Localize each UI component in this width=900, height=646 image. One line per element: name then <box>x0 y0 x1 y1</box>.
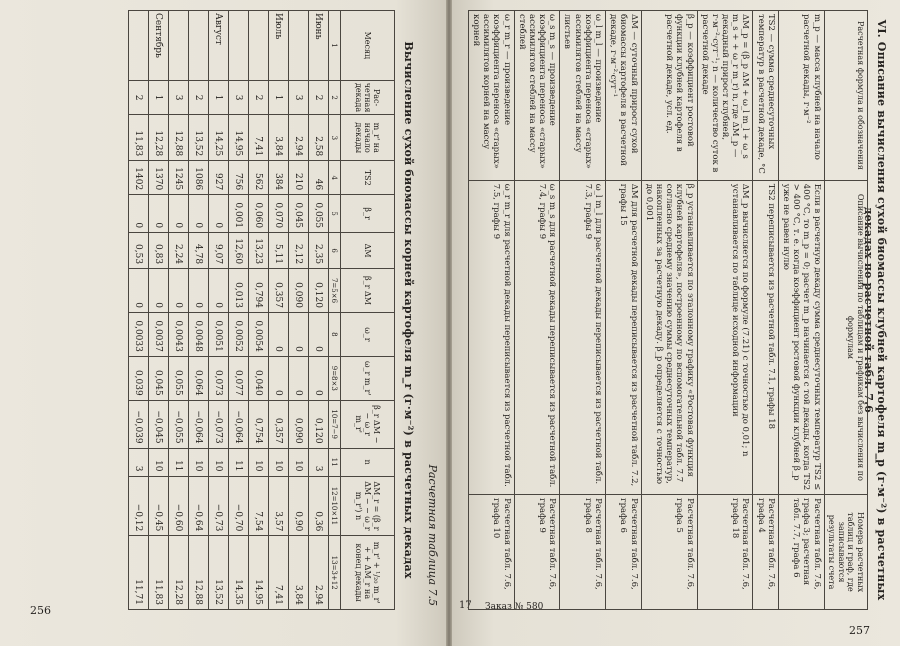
table-cell: 2 <box>189 80 209 115</box>
table-header-cell: ω_r m_r' <box>341 356 395 400</box>
table-cell: 0 <box>289 356 309 400</box>
table-cell: 3,57 <box>269 476 289 536</box>
table-cell: 0 <box>149 195 169 233</box>
table-cell: 2,24 <box>169 233 189 269</box>
table-cell: −0,12 <box>129 476 149 536</box>
table-cell: 46 <box>309 161 329 195</box>
table-cell: 14,25 <box>209 115 229 161</box>
table-cell: −0,039 <box>129 400 149 448</box>
table-cell <box>169 11 189 81</box>
table-cell: 927 <box>209 161 229 195</box>
table-cell: 11 <box>229 448 249 476</box>
column-number-cell: 13=3+12 <box>329 536 341 610</box>
table-cell: 12,88 <box>169 115 189 161</box>
table-cell: 0,0033 <box>129 312 149 356</box>
table-cell: 2,94 <box>289 115 309 161</box>
table-cell: 14,95 <box>229 115 249 161</box>
table-cell <box>249 11 269 81</box>
description-row <box>641 11 697 610</box>
table-cell: 2,58 <box>309 115 329 161</box>
table-row <box>249 11 269 610</box>
table-cell: 10 <box>149 448 169 476</box>
table-cell: 0 <box>189 195 209 233</box>
table-cell: 0 <box>289 312 309 356</box>
right-page-number: 257 <box>849 624 870 637</box>
column-number-cell: 10=7−9 <box>329 400 341 448</box>
table-cell: 1245 <box>169 161 189 195</box>
description-cell: Расчетная табл. 7.6, графа 10 <box>468 495 514 610</box>
table-cell: 0,090 <box>289 269 309 313</box>
table-cell: 14,95 <box>249 536 269 610</box>
table-header-cell: ΔM <box>341 233 395 269</box>
table-cell: 0,090 <box>289 400 309 448</box>
table-cell: 0 <box>129 269 149 313</box>
table-header-cell: ΔM_r = (β_r ΔM − − ω_r m_r') n <box>341 476 395 536</box>
description-cell: Расчетная табл. 7.6, графа 4 <box>753 495 778 610</box>
table-cell: 0,055 <box>169 356 189 400</box>
table-row <box>189 11 209 610</box>
table-cell: −0,60 <box>169 476 189 536</box>
table-cell: 12,28 <box>169 536 189 610</box>
table-cell: 7,41 <box>269 536 289 610</box>
table-cell: 0,045 <box>149 356 169 400</box>
table-cell: 12,60 <box>229 233 249 269</box>
description-cell: Расчетная табл. 7.6, графа 3; расчетная табл. 7.7, графа 6 <box>778 495 824 610</box>
table-cell: 3 <box>129 448 149 476</box>
table-header-cell: n <box>341 448 395 476</box>
table-cell: 1402 <box>129 161 149 195</box>
table-cell: 1 <box>269 80 289 115</box>
book-gutter <box>446 0 452 646</box>
column-number-cell: 7=5×6 <box>329 269 341 313</box>
description-cell: ω_l m_l для расчетной декады переписывается из расчетной табл. 7.3, графы 9 <box>560 180 606 494</box>
table-cell: 0,040 <box>249 356 269 400</box>
description-cell: TS2 переписывается из расчетной табл. 7.1, графы 18 <box>753 180 778 494</box>
table-cell: Июль <box>269 11 289 81</box>
table-row <box>289 11 309 610</box>
description-cell: ΔM для расчетной декады переписывается из расчетной табл. 7.2, графы 15 <box>606 180 642 494</box>
table-cell: 0,070 <box>269 195 289 233</box>
table-cell: 0,0043 <box>169 312 189 356</box>
table-cell: Сентябрь <box>149 11 169 81</box>
description-cell: β_p устанавливается по эталонному графику «Ростовая функция клубней картофеля», построенному по вспомогательной табл. 7.7 согласно среднему значению суммы среднесуточных температур, накопленных за расчетную декаду. β_p определяется с точностью до 0,001 <box>641 180 697 494</box>
table-header-cell: β_r ΔM − − ω_r m_r' <box>341 400 395 448</box>
table-cell: 13,52 <box>189 115 209 161</box>
table-cell: −0,64 <box>189 476 209 536</box>
table-cell: 0,53 <box>129 233 149 269</box>
description-header-cell: Номера расчетных таблиц и граф, где записываются результаты счета <box>824 495 867 610</box>
description-cell: Расчетная табл. 7.6, графа 8 <box>560 495 606 610</box>
description-cell: Если в расчетную декаду сумма среднесуточных температур TS2 ≤ 400 °С, то m_p = 0; расчет m_p начинается с той декады, когда TS2 > 400 °С, т. е. когда коэффициент ростовой функции клубней β_p уже не равен нулю <box>778 180 824 494</box>
table-cell: 0,36 <box>309 476 329 536</box>
description-row <box>778 11 824 610</box>
table-cell: 10 <box>249 448 269 476</box>
description-cell: Расчетная табл. 7.6, графа 18 <box>697 495 753 610</box>
table-cell: 210 <box>289 161 309 195</box>
table-cell: −0,055 <box>169 400 189 448</box>
table-cell: 0,0054 <box>249 312 269 356</box>
footer-sheet-number: 17 <box>459 600 472 611</box>
table-cell: 0,357 <box>269 269 289 313</box>
description-cell: ΔM — суточный прирост сухой биомассы картофеля в расчетной декаде, г·м⁻²·сут⁻¹ <box>606 11 642 181</box>
table-cell: 0 <box>309 356 329 400</box>
column-number-cell: 11 <box>329 448 341 476</box>
table-cell: 3 <box>169 80 189 115</box>
table-cell: 9,07 <box>209 233 229 269</box>
table-cell: 2 <box>249 80 269 115</box>
table-cell: Июнь <box>309 11 329 81</box>
table-cell: 10 <box>289 448 309 476</box>
description-cell: Расчетная табл. 7.6, графа 9 <box>514 495 560 610</box>
table-cell: 3,84 <box>269 115 289 161</box>
description-cell: ω_l m_l — произведение коэффициента переноса «старых» ассимилятов стеблей на массу листьев <box>560 11 606 181</box>
table-cell: 1370 <box>149 161 169 195</box>
table-cell: 0,073 <box>209 356 229 400</box>
table-cell: 1 <box>209 80 229 115</box>
table-cell: 1086 <box>189 161 209 195</box>
table-cell: 0,0051 <box>209 312 229 356</box>
description-cell: TS2 — сумма среднесуточных температур в расчетной декаде, °С <box>753 11 778 181</box>
description-cell: Расчетная табл. 7.6, графа 5 <box>641 495 697 610</box>
table-cell: 0,90 <box>289 476 309 536</box>
table-cell: 11,83 <box>129 115 149 161</box>
table-title: Вычисление сухой биомассы корней картофеля m_r (г·м⁻²) в расчетных декадах <box>402 41 415 579</box>
table-cell: 11,83 <box>149 536 169 610</box>
column-number-cell: 5 <box>329 195 341 233</box>
table-cell: 13,23 <box>249 233 269 269</box>
biomass-table <box>128 10 395 610</box>
table-cell: 12,28 <box>149 115 169 161</box>
left-rotated-content <box>21 10 441 610</box>
description-cell: ΔM_p = (β_p ΔM + ω_l m_l + ω_s m_s + + ω_r m_r) n, где ΔM_p — декадный прирост клубней, г·м⁻²·сут⁻¹; n — количество суток в расчетной декаде <box>697 11 753 181</box>
description-cell: ω_r m_r для расчетной декады переписывается из расчетной табл. 7.5, графы 9 <box>468 180 514 494</box>
table-cell: −0,45 <box>149 476 169 536</box>
table-name: Расчетная таблица 7.5 <box>426 464 439 606</box>
table-cell: 2 <box>129 80 149 115</box>
table-cell: 3,84 <box>289 536 309 610</box>
table-cell: 0,077 <box>229 356 249 400</box>
table-cell: −0,045 <box>149 400 169 448</box>
table-cell: 562 <box>249 161 269 195</box>
section-title: VI. Описание вычисления сухой биомассы клубней картофеля m_p (г·м⁻²) в расчетных декадах по расчетной табл. 7.6 <box>862 19 888 601</box>
table-cell: Август <box>209 11 229 81</box>
table-cell: 0,794 <box>249 269 269 313</box>
table-cell: 3 <box>289 80 309 115</box>
column-number-cell: 12=10×11 <box>329 476 341 536</box>
table-row <box>169 11 189 610</box>
description-header-cell: Описание вычисления по таблицам и графикам без вычисления по формулам <box>824 180 867 494</box>
table-cell: 0 <box>269 356 289 400</box>
table-row <box>269 11 289 610</box>
table-cell: 2 <box>309 80 329 115</box>
table-row <box>149 11 169 610</box>
table-cell: 0 <box>209 195 229 233</box>
table-cell: 0 <box>169 195 189 233</box>
column-number-cell: 2 <box>329 80 341 115</box>
right-rotated-content <box>472 10 892 610</box>
table-header-row <box>341 11 395 610</box>
column-number-cell: 4 <box>329 161 341 195</box>
column-number-cell: 8 <box>329 312 341 356</box>
table-cell: 0,0052 <box>229 312 249 356</box>
table-cell: 7,41 <box>249 115 269 161</box>
column-number-cell: 6 <box>329 233 341 269</box>
table-cell: 756 <box>229 161 249 195</box>
table-cell: 11,71 <box>129 536 149 610</box>
description-header-cell: Расчетная формула и обозначения <box>824 11 867 181</box>
table-cell <box>189 11 209 81</box>
table-cell: 2,35 <box>309 233 329 269</box>
table-cell: 384 <box>269 161 289 195</box>
table-cell: 0,001 <box>229 195 249 233</box>
table-cell: 0,120 <box>309 269 329 313</box>
description-row <box>606 11 642 610</box>
table-cell: 0,064 <box>189 356 209 400</box>
description-cell: ω_s m_s для расчетной декады переписывается из расчетной табл. 7.4, графы 9 <box>514 180 560 494</box>
table-row <box>209 11 229 610</box>
table-cell: 0 <box>209 269 229 313</box>
table-row <box>229 11 249 610</box>
column-number-cell: 1 <box>329 11 341 81</box>
description-header-row <box>824 11 867 610</box>
column-number-row <box>329 11 341 610</box>
description-row <box>468 11 514 610</box>
table-cell: 0 <box>129 195 149 233</box>
table-cell: 10 <box>209 448 229 476</box>
table-cell: 0,120 <box>309 400 329 448</box>
table-cell: 3 <box>309 448 329 476</box>
table-cell: 11 <box>169 448 189 476</box>
table-header-cell: TS2 <box>341 161 395 195</box>
description-row <box>514 11 560 610</box>
table-cell: 0 <box>189 269 209 313</box>
column-number-cell: 3 <box>329 115 341 161</box>
table-header-cell: m_r' + ¹/₂₀ m_r' + + ΔM_r на конец декады <box>341 536 395 610</box>
footer-order: Заказ № 580 <box>485 602 544 612</box>
table-cell: 5,11 <box>269 233 289 269</box>
description-cell: m_p — масса клубней на начало расчетной декады, г·м⁻² <box>778 11 824 181</box>
table-header-cell: Месяц <box>341 11 395 81</box>
column-number-cell: 9=8×3 <box>329 356 341 400</box>
table-cell: −0,73 <box>209 476 229 536</box>
table-row <box>309 11 329 610</box>
table-header-cell: β_r <box>341 195 395 233</box>
table-cell <box>229 11 249 81</box>
table-cell: 0 <box>149 269 169 313</box>
table-cell: 0,055 <box>309 195 329 233</box>
table-cell: 13,52 <box>209 536 229 610</box>
table-cell: 0,060 <box>249 195 269 233</box>
table-cell: 1 <box>149 80 169 115</box>
description-cell: ΔM_p вычисляется по формуле (7.21) с точностью до 0,01; n устанавливается по таблице исходной информации <box>697 180 753 494</box>
table-cell: 0,357 <box>269 400 289 448</box>
table-cell: 4,78 <box>189 233 209 269</box>
table-cell: 0,83 <box>149 233 169 269</box>
table-cell: 2,12 <box>289 233 309 269</box>
table-cell <box>129 11 149 81</box>
table-cell: 0,0048 <box>189 312 209 356</box>
table-cell: 2,94 <box>309 536 329 610</box>
table-cell: 0,013 <box>229 269 249 313</box>
description-row <box>560 11 606 610</box>
description-table <box>468 10 868 610</box>
table-header-cell: Рас- четная декада <box>341 80 395 115</box>
table-cell: −0,70 <box>229 476 249 536</box>
table-cell: 0,045 <box>289 195 309 233</box>
table-cell: −0,073 <box>209 400 229 448</box>
table-header-cell: β_r ΔM <box>341 269 395 313</box>
left-page-number: 256 <box>30 604 51 617</box>
description-cell: ω_r m_r — произведение коэффициента переноса «старых» ассимилятов корней на массу корней <box>468 11 514 181</box>
description-cell: Расчетная табл. 7.6, графа 6 <box>606 495 642 610</box>
table-cell: 0,754 <box>249 400 269 448</box>
table-cell: 10 <box>189 448 209 476</box>
table-cell: 7,54 <box>249 476 269 536</box>
table-cell: 0,0037 <box>149 312 169 356</box>
table-header-cell: m_r' на начало декады <box>341 115 395 161</box>
table-cell: −0,064 <box>229 400 249 448</box>
table-cell: 0 <box>169 269 189 313</box>
table-cell: 0,039 <box>129 356 149 400</box>
description-cell: β_p — коэффициент ростовой функции клубней картофеля в расчетной декаде, усл. ед. <box>641 11 697 181</box>
table-cell: 0 <box>309 312 329 356</box>
description-row <box>697 11 753 610</box>
table-row <box>129 11 149 610</box>
description-cell: ω_s m_s — произведение коэффициента переноса «старых» ассимилятов стеблей на массу стеблей <box>514 11 560 181</box>
description-row <box>753 11 778 610</box>
table-header-cell: ω_r <box>341 312 395 356</box>
table-cell: −0,064 <box>189 400 209 448</box>
table-cell: 10 <box>269 448 289 476</box>
table-cell: 14,35 <box>229 536 249 610</box>
table-cell: 0 <box>269 312 289 356</box>
table-cell: 12,88 <box>189 536 209 610</box>
table-cell <box>289 11 309 81</box>
table-cell: 3 <box>229 80 249 115</box>
